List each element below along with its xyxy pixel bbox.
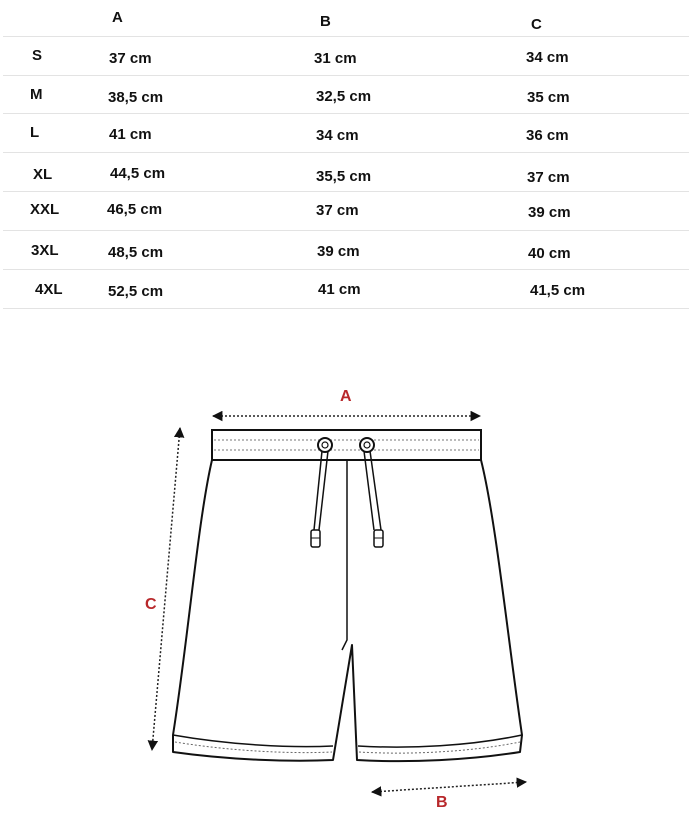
size-label-4xl: 4XL [35, 281, 63, 298]
row-divider [3, 191, 689, 192]
value-a-xl: 44,5 cm [110, 165, 166, 182]
column-header-a: A [112, 9, 123, 26]
value-c-4xl: 41,5 cm [530, 282, 586, 299]
value-c-xl: 37 cm [527, 169, 570, 186]
value-c-3xl: 40 cm [528, 245, 571, 262]
value-c-xxl: 39 cm [528, 204, 571, 221]
value-a-m: 38,5 cm [108, 89, 164, 106]
value-a-s: 37 cm [109, 50, 152, 67]
measure-arrow-b [372, 782, 526, 792]
row-divider [3, 269, 689, 270]
row-divider [3, 113, 689, 114]
row-divider [3, 75, 689, 76]
value-b-m: 32,5 cm [316, 88, 372, 105]
value-a-xxl: 46,5 cm [107, 201, 163, 218]
size-label-m: M [30, 86, 43, 103]
value-b-4xl: 41 cm [318, 281, 361, 298]
waistband [212, 430, 481, 460]
size-label-l: L [30, 124, 40, 141]
value-c-s: 34 cm [526, 49, 569, 66]
size-label-xxl: XXL [30, 201, 60, 218]
row-divider [3, 230, 689, 231]
value-b-xl: 35,5 cm [316, 168, 372, 185]
value-a-l: 41 cm [109, 126, 152, 143]
dimension-label-b: B [436, 794, 448, 811]
value-b-3xl: 39 cm [317, 243, 360, 260]
value-a-3xl: 48,5 cm [108, 244, 164, 261]
shorts-body [173, 460, 522, 761]
value-a-4xl: 52,5 cm [108, 283, 164, 300]
row-divider [3, 152, 689, 153]
size-chart-table [0, 0, 690, 312]
dimension-label-c: C [145, 596, 157, 613]
value-c-m: 35 cm [527, 89, 570, 106]
row-divider [3, 36, 689, 37]
size-label-xl: XL [33, 166, 53, 183]
measure-arrow-c [152, 428, 180, 750]
row-divider [3, 308, 689, 309]
size-label-s: S [32, 47, 43, 64]
value-b-s: 31 cm [314, 50, 357, 67]
column-header-c: C [531, 16, 542, 33]
size-label-3xl: 3XL [31, 242, 59, 259]
shorts-measurement-diagram [0, 330, 690, 823]
column-header-b: B [320, 13, 331, 30]
value-c-l: 36 cm [526, 127, 569, 144]
value-b-xxl: 37 cm [316, 202, 359, 219]
value-b-l: 34 cm [316, 127, 359, 144]
dimension-label-a: A [340, 388, 352, 405]
